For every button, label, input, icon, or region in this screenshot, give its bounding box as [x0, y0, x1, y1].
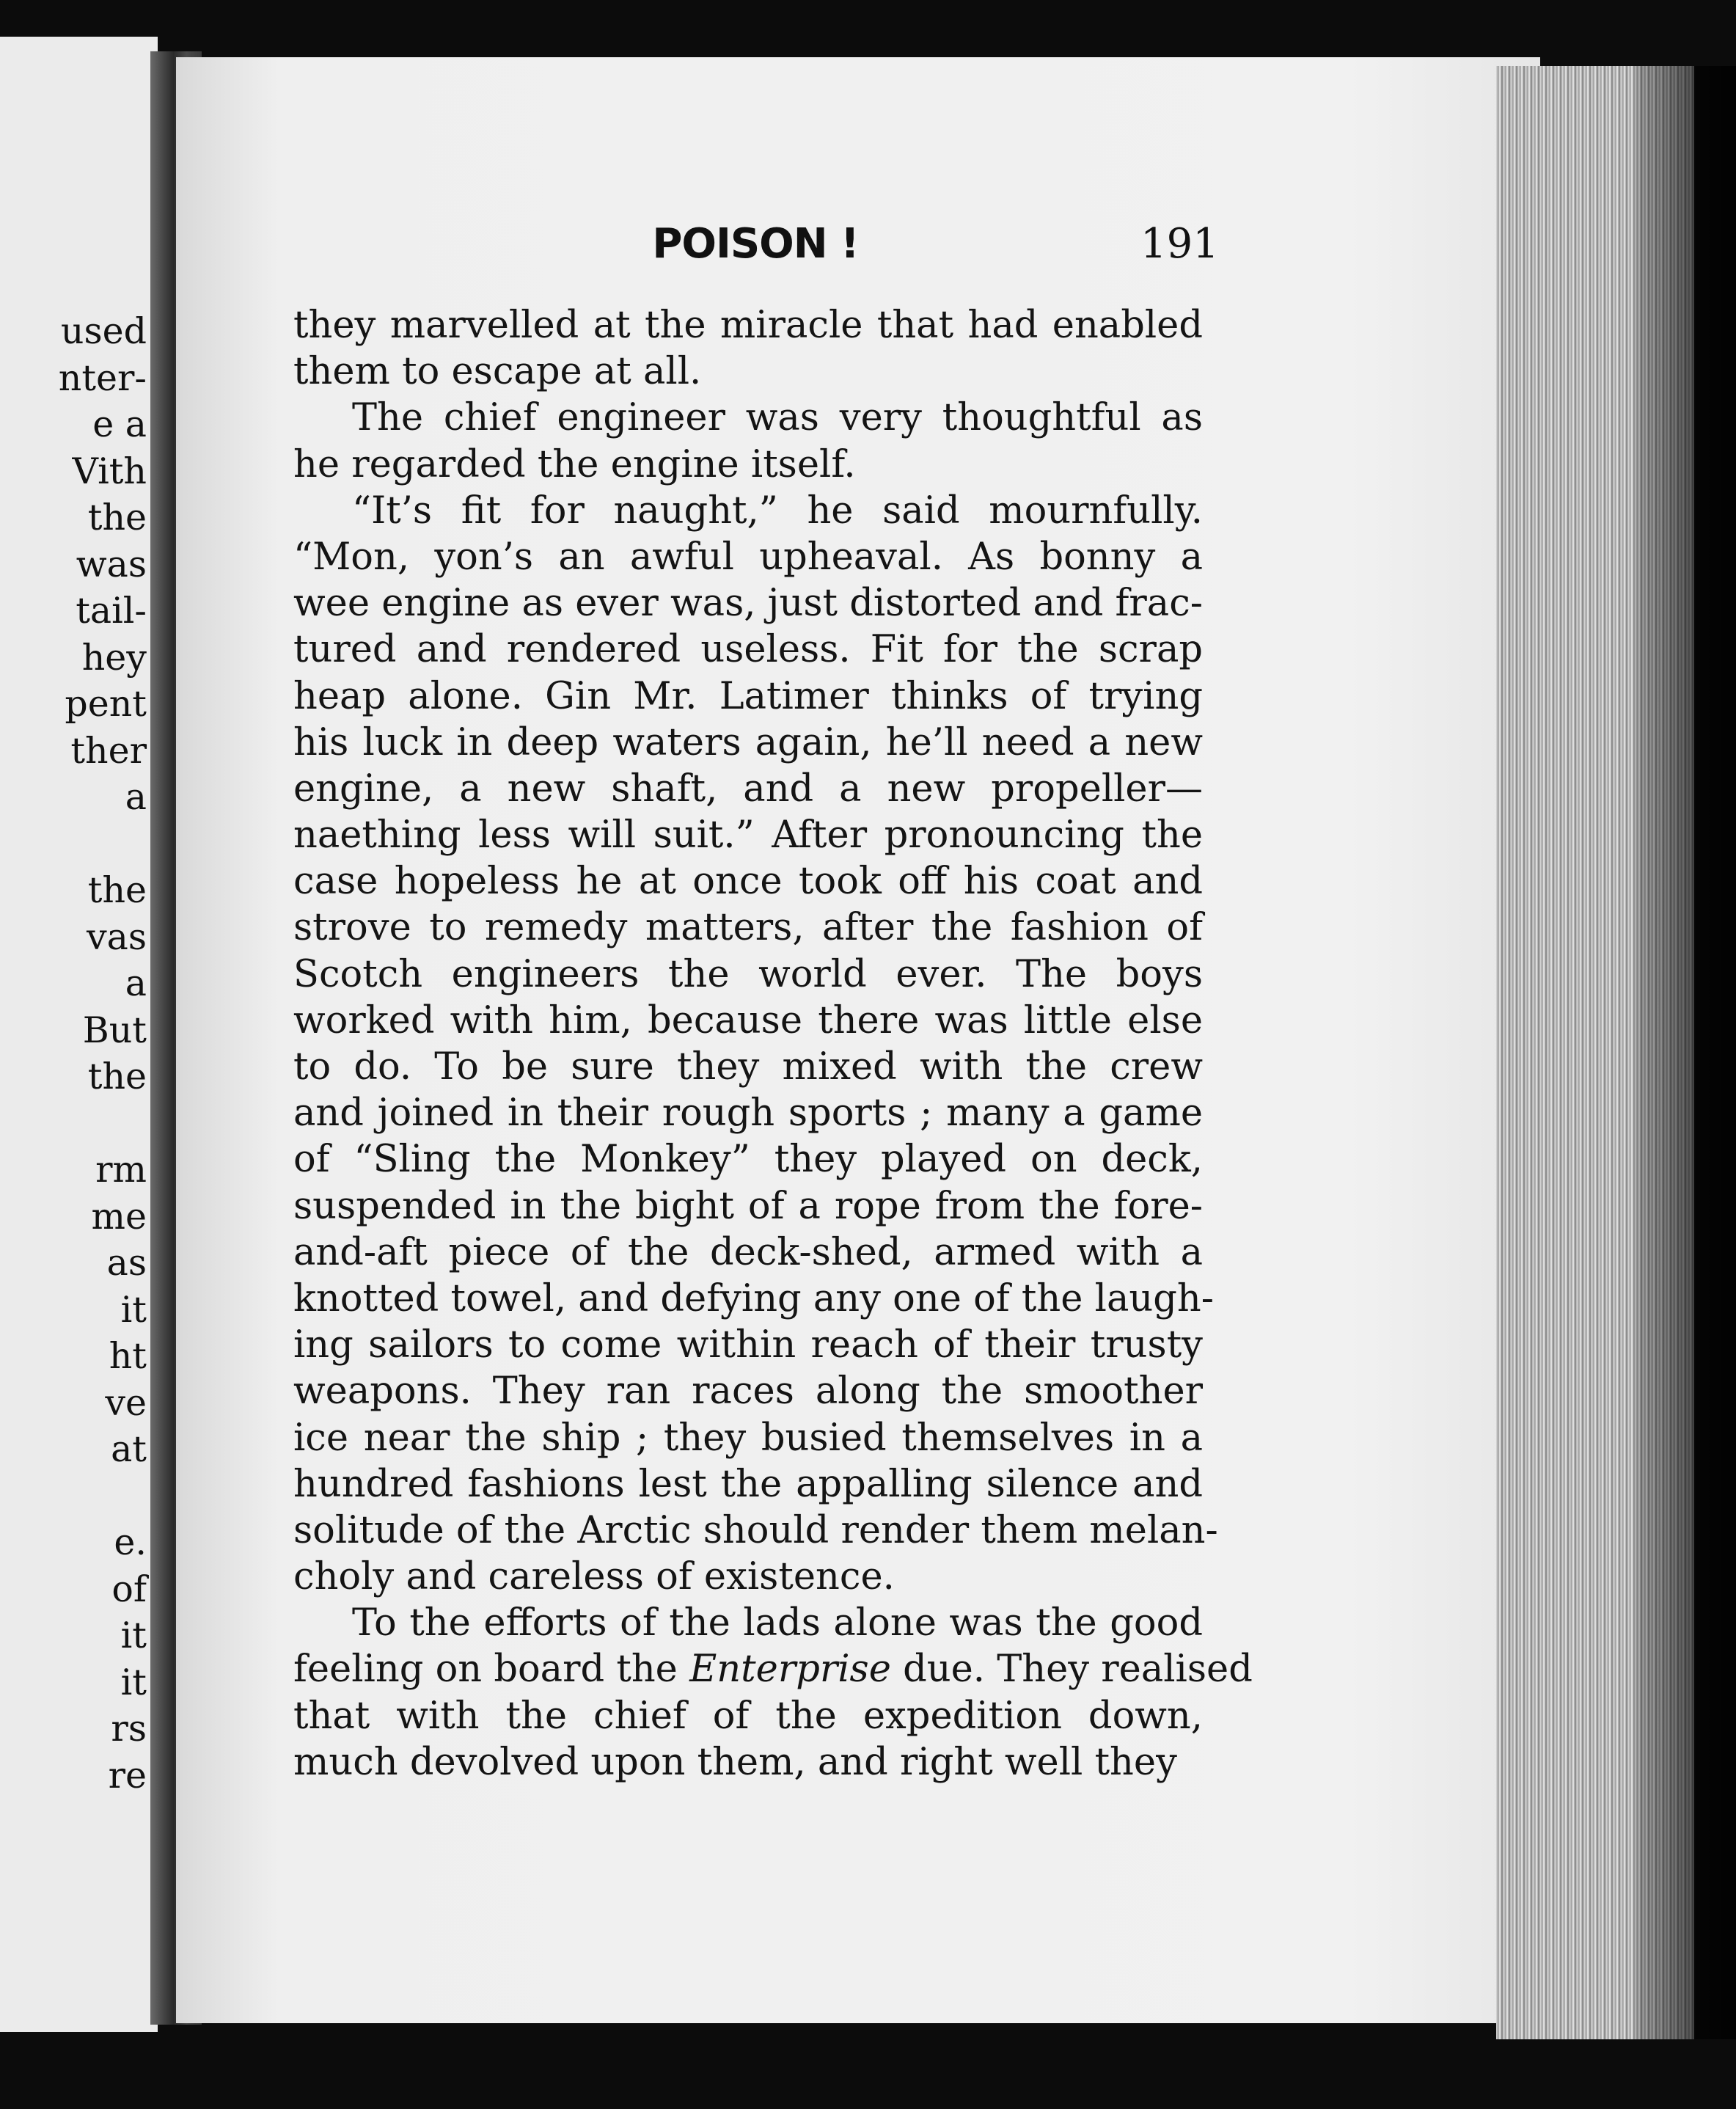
- text-line: naething less will suit.” After pronouncing the: [293, 814, 1203, 858]
- left-page-line: a: [125, 962, 147, 1004]
- left-page-line: a: [125, 776, 147, 818]
- body-text: [293, 302, 1253, 1785]
- text-line: they marvelled at the miracle that had enabled: [293, 304, 1203, 347]
- text-line: feeling on board the Enterprise due. They realised: [293, 1648, 1253, 1692]
- text-line: solitude of the Arctic should render them melan-: [293, 1508, 1218, 1552]
- left-page-line: tail-: [76, 590, 147, 632]
- text-line: “Mon, yon’s an awful upheaval. As bonny a: [293, 535, 1203, 579]
- page-number: 191: [1140, 220, 1219, 268]
- text-line: hundred fashions lest the appalling silence and: [293, 1462, 1203, 1506]
- text-line: ing sailors to come within reach of their trusty: [293, 1323, 1203, 1367]
- text-line: case hopeless he at once took off his coat and: [293, 860, 1203, 904]
- text-line: much devolved upon them, and right well they: [293, 1740, 1177, 1784]
- text-line: and-aft piece of the deck-shed, armed with a: [293, 1230, 1203, 1274]
- left-page-line: Vith: [72, 450, 147, 492]
- left-page-line: re: [108, 1754, 147, 1797]
- left-page-line: the: [87, 1056, 147, 1097]
- text-line: To the efforts of the lads alone was the good: [352, 1601, 1203, 1645]
- text-line: knotted towel, and defying any one of the laugh-: [293, 1276, 1214, 1320]
- text-line: he regarded the engine itself.: [293, 442, 856, 486]
- left-page-line: e.: [114, 1521, 147, 1563]
- running-head-title: POISON !: [652, 220, 859, 268]
- text-line: wee engine as ever was, just distorted and frac-: [293, 582, 1204, 626]
- text-line: suspended in the bight of a rope from the fore-: [293, 1184, 1203, 1228]
- text-line: choly and careless of existence.: [293, 1555, 895, 1599]
- left-page-line: ve: [105, 1381, 147, 1424]
- text-line: heap alone. Gin Mr. Latimer thinks of trying: [293, 674, 1203, 718]
- left-page-text-fragments: [0, 308, 147, 1799]
- text-line: worked with him, because there was little else: [293, 998, 1203, 1042]
- left-page-line: the: [87, 497, 147, 538]
- left-page-line: ther: [70, 729, 147, 772]
- left-page-line: it: [120, 1661, 147, 1703]
- left-page-line: me: [91, 1195, 147, 1238]
- left-page-line: the: [87, 869, 147, 911]
- text-line: weapons. They ran races along the smoother: [293, 1370, 1203, 1414]
- text-line: his luck in deep waters again, he’ll need a new: [293, 720, 1203, 764]
- text-line: The chief engineer was very thoughtful as: [352, 396, 1203, 440]
- left-page-line: ht: [109, 1335, 147, 1377]
- left-page-line: nter-: [58, 357, 147, 399]
- left-page-line: rs: [111, 1708, 147, 1750]
- left-page-line: vas: [86, 915, 147, 958]
- left-page-line: used: [60, 310, 147, 352]
- left-page-line: [0, 1100, 147, 1147]
- left-page-line: it: [120, 1615, 147, 1656]
- text-line: and joined in their rough sports ; many a game: [293, 1092, 1203, 1136]
- text-line: “It’s fit for naught,” he said mournfully.: [352, 489, 1203, 533]
- left-page-line: was: [76, 543, 147, 585]
- text-line: engine, a new shaft, and a new propeller—: [293, 767, 1203, 811]
- text-line: of “Sling the Monkey” they played on deck,: [293, 1138, 1203, 1182]
- left-page-line: But: [82, 1009, 147, 1051]
- left-page-line: hey: [81, 636, 147, 679]
- left-page-line: pent: [65, 683, 147, 725]
- text-line: that with the chief of the expedition down,: [293, 1694, 1203, 1738]
- text-line: Scotch engineers the world ever. The boys: [293, 952, 1203, 996]
- text-line: ice near the ship ; they busied themselves in a: [293, 1416, 1203, 1460]
- text-line: to do. To be sure they mixed with the crew: [293, 1045, 1203, 1089]
- left-page-line: of: [111, 1568, 147, 1610]
- left-page-line: e a: [92, 403, 147, 445]
- page-edges-shadow: [1636, 66, 1736, 2039]
- text-line: them to escape at all.: [293, 350, 702, 394]
- left-page-line: as: [106, 1242, 147, 1284]
- left-page-line: it: [120, 1288, 147, 1331]
- text-line: tured and rendered useless. Fit for the scrap: [293, 628, 1203, 672]
- left-page-line: [0, 821, 147, 868]
- left-page-line: at: [111, 1428, 147, 1470]
- text-line: strove to remedy matters, after the fashion of: [293, 906, 1203, 950]
- left-page-line: rm: [95, 1149, 147, 1191]
- left-page-line: [0, 1473, 147, 1520]
